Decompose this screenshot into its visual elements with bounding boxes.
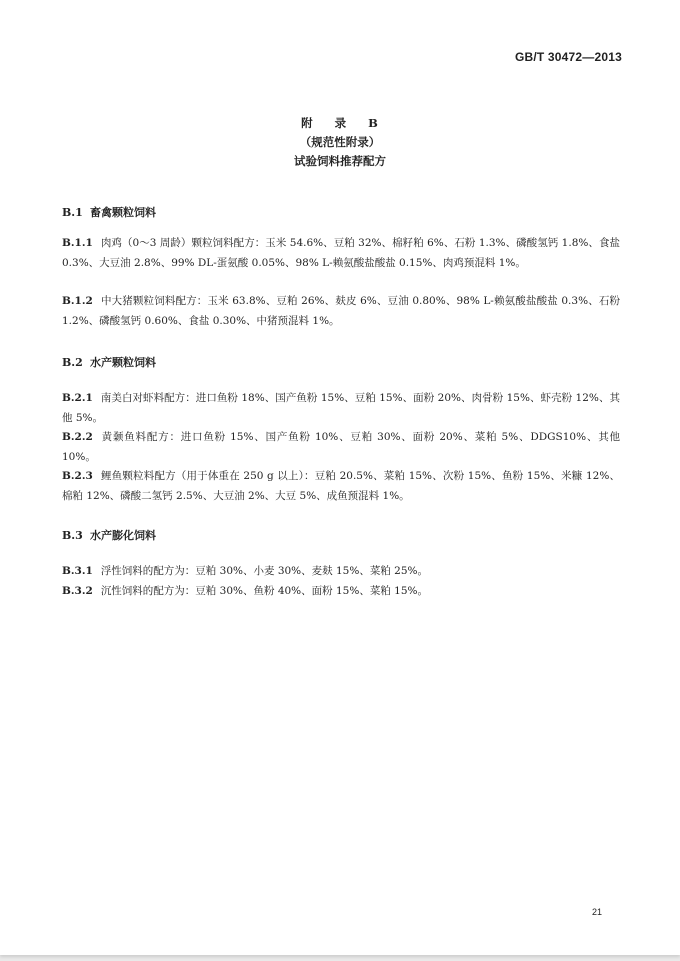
clause-text: 肉鸡（0～3 周龄）颗粒饲料配方：玉米 54.6%、豆粕 32%、棉籽粕 6%、石粉 1.3%、磷酸氢钙 1.8%、食盐 0.3%、大豆油 2.8%、99% DL-蛋氨酸 0.05%、98% L-赖氨酸盐酸盐 0.15%、肉鸡预混料 1%。 [62,237,620,269]
clause-text: 黄颡鱼料配方：进口鱼粉 15%、国产鱼粉 10%、豆粕 30%、面粉 20%、菜粕 5%、DDGS10%、其他 10%。 [62,431,620,463]
section-heading-b2 [62,354,156,370]
section-number: B.3 [62,529,83,542]
clause-number: B.3.1 [62,565,93,577]
standard-code: GB/T 30472—2013 [514,50,622,64]
page-number: 21 [591,907,602,917]
appendix-nature: （规范性附录） [299,135,381,149]
clause-text: 鲤鱼颗粒料配方（用于体重在 250 g 以上）：豆粕 20.5%、菜粕 15%、次粉 15%、鱼粉 15%、米糠 12%、棉粕 12%、磷酸二氢钙 2.5%、大豆油 2%、大豆 5%、成鱼预混料 1%。 [62,470,620,502]
clause-text: 浮性饲料的配方为：豆粕 30%、小麦 30%、麦麸 15%、菜粕 25%。 [100,565,429,577]
clause-b-1-1 [62,234,620,273]
section-heading-b1 [62,204,156,220]
clause-b-3-1 [62,562,620,582]
section-number: B.1 [62,206,83,219]
section-title: 畜禽颗粒饲料 [90,206,156,219]
appendix-label: 附 录 B [301,116,387,130]
clause-b-2-3 [62,467,620,506]
appendix-title: 试验饲料推荐配方 [294,154,386,168]
clause-b-3-2 [62,582,620,602]
clause-text: 沉性饲料的配方为：豆粕 30%、鱼粉 40%、面粉 15%、菜粕 15%。 [100,585,429,597]
clause-text: 中大猪颗粒饲料配方：玉米 63.8%、豆粕 26%、麸皮 6%、豆油 0.80%、98% L-赖氨酸盐酸盐 0.3%、石粉 1.2%、磷酸氢钙 0.60%、食盐 0.30%、中猪预混料 1%。 [62,295,621,327]
clause-b-2-1 [62,389,620,428]
section-title: 水产膨化饲料 [90,529,156,542]
clause-number: B.3.2 [62,585,93,597]
clause-number: B.2.1 [62,392,93,404]
clause-b-2-2 [62,428,620,467]
clause-text: 南美白对虾料配方：进口鱼粉 18%、国产鱼粉 15%、豆粕 15%、面粉 20%、肉骨粉 15%、虾壳粉 12%、其他 5%。 [62,392,620,424]
clause-number: B.2.2 [62,431,93,443]
clause-number: B.2.3 [62,470,93,482]
section-number: B.2 [62,356,83,369]
clause-number: B.1.1 [62,237,93,249]
section-heading-b3 [62,527,156,543]
clause-number: B.1.2 [62,295,93,307]
clause-b-1-2 [62,292,620,331]
appendix-titles [0,114,680,171]
section-title: 水产颗粒饲料 [90,356,156,369]
